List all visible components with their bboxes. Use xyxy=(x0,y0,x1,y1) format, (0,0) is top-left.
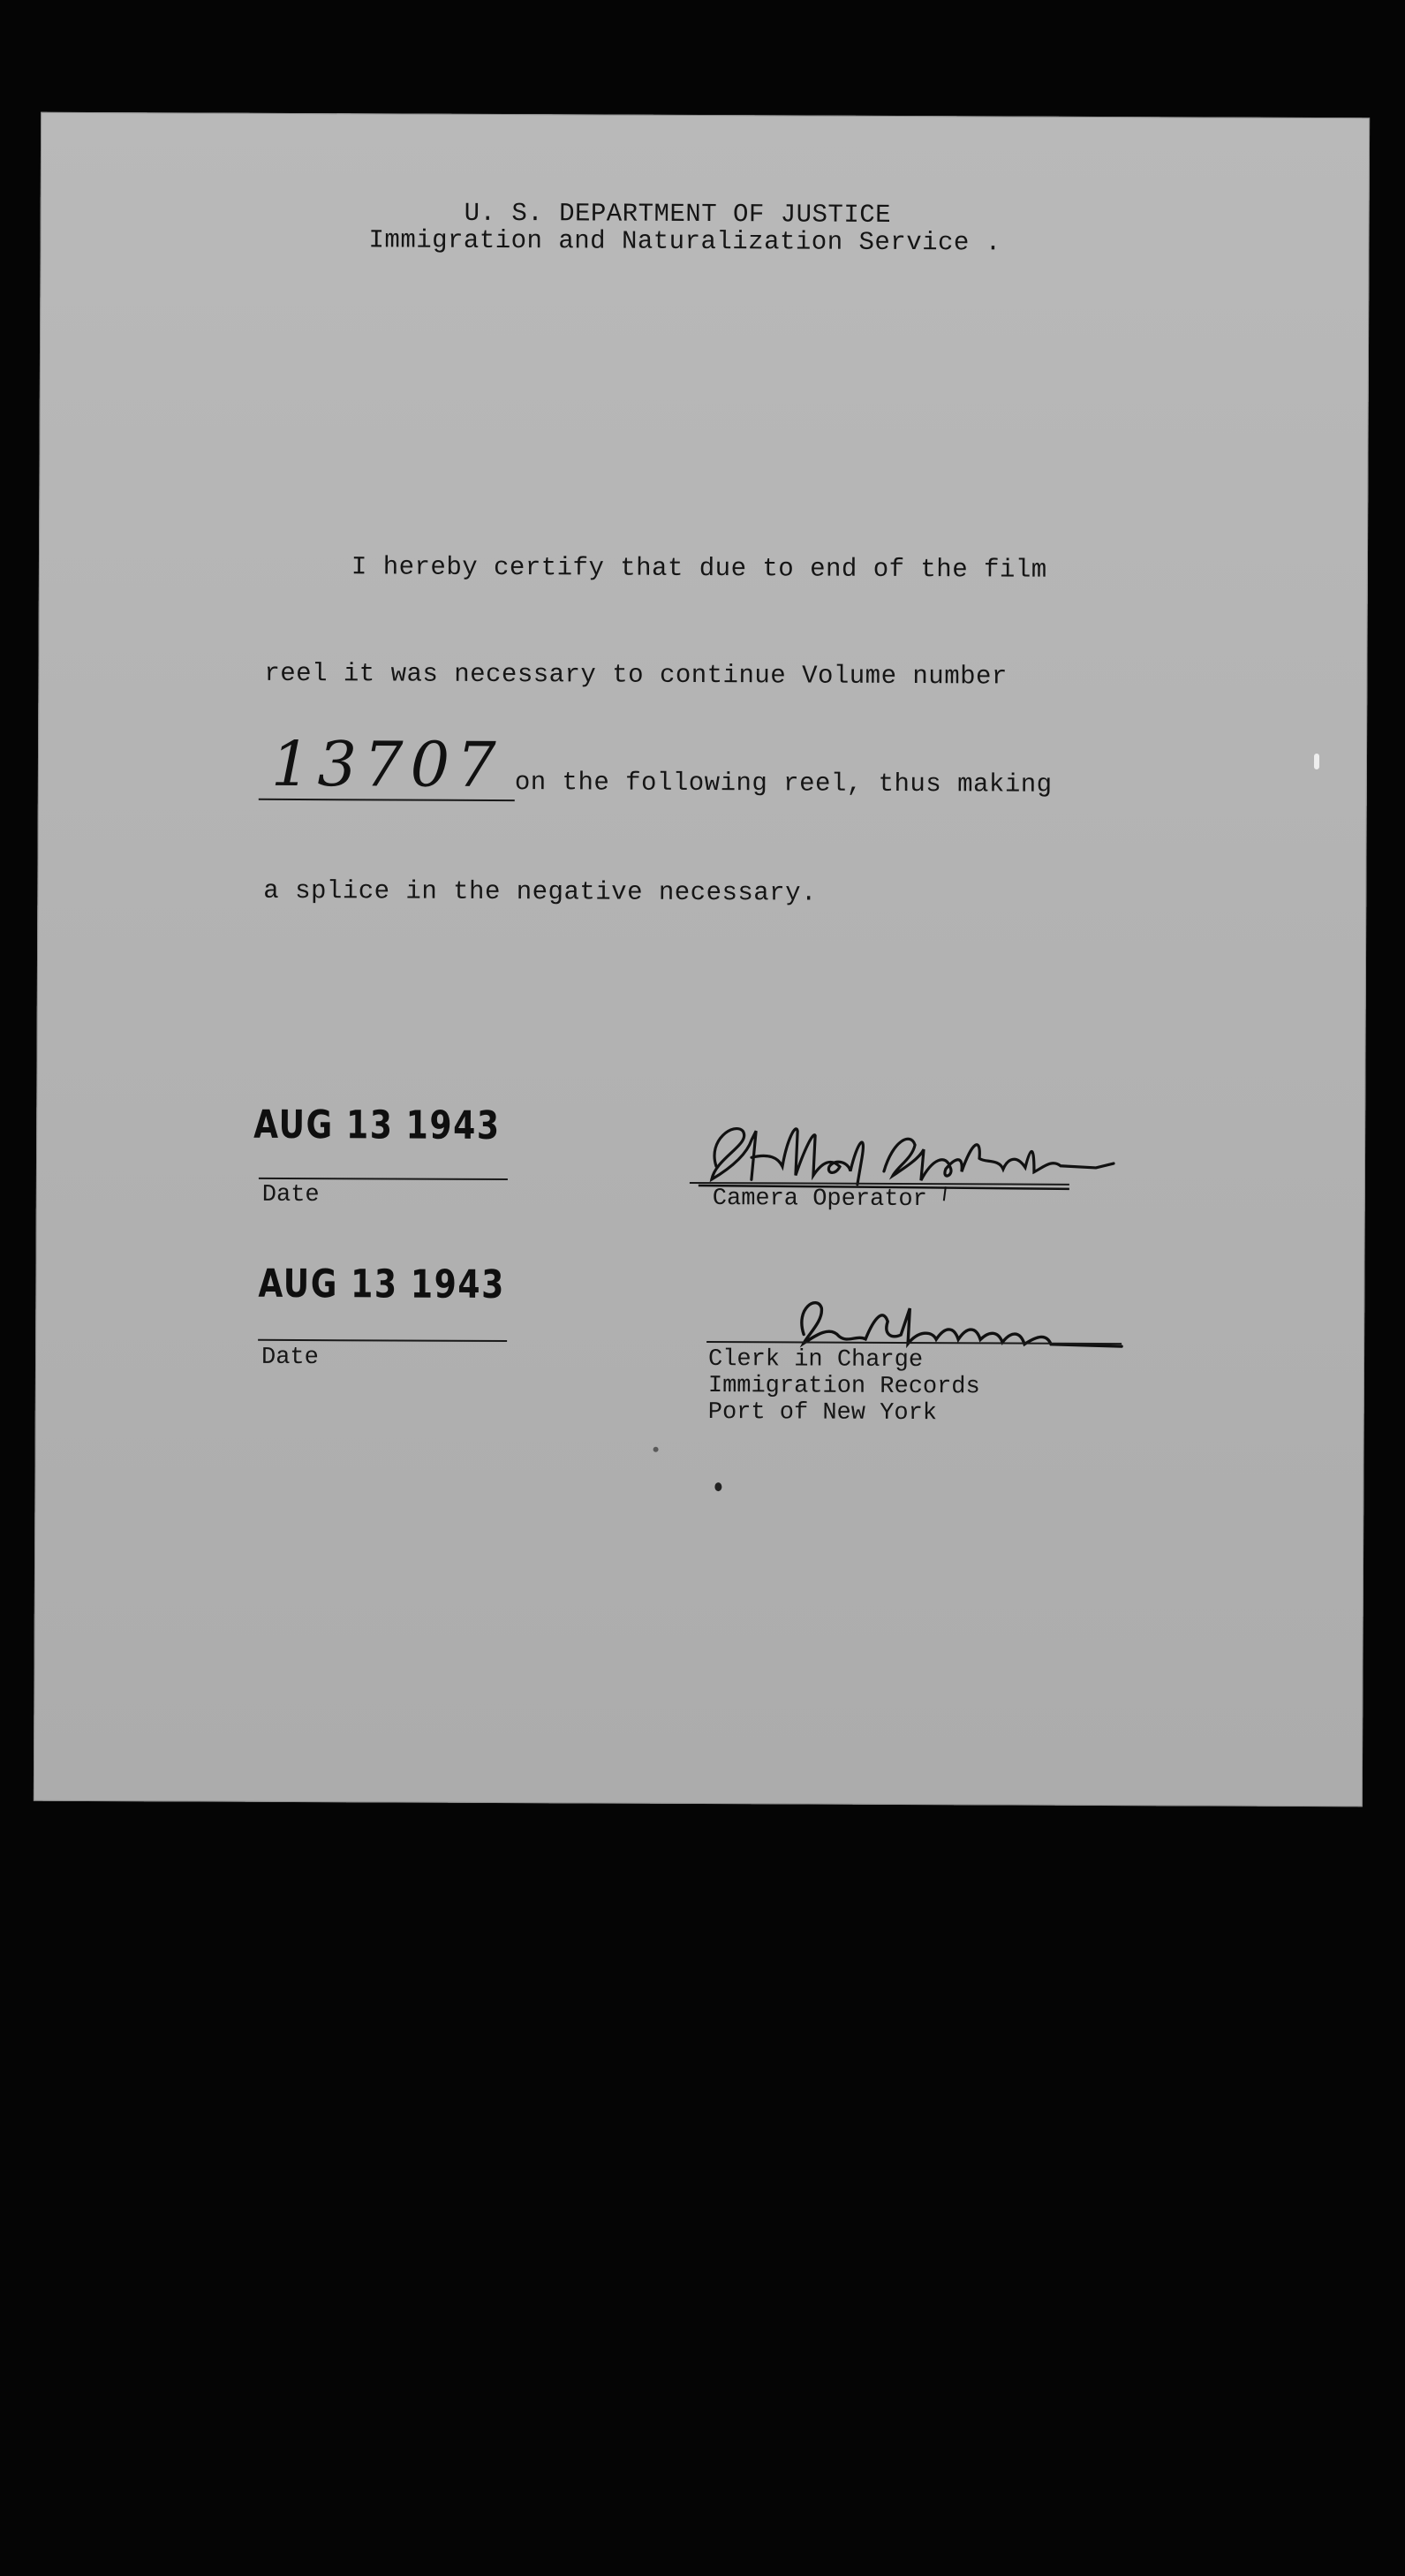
certification-line-3: on the following reel, thus making xyxy=(514,768,1053,799)
paper-speck xyxy=(1314,754,1319,769)
camera-operator-label: Camera Operator xyxy=(712,1186,927,1214)
clerk-label-department: Immigration Records xyxy=(707,1373,980,1401)
date-label-2: Date xyxy=(261,1344,319,1372)
date-stamp-1: AUG 13 1943 xyxy=(253,1102,501,1149)
paper-speck xyxy=(714,1482,721,1491)
department-heading: U. S. DEPARTMENT OF JUSTICE xyxy=(464,198,892,230)
date-label-1: Date xyxy=(261,1181,320,1209)
date-stamp-2: AUG 13 1943 xyxy=(258,1261,506,1308)
certification-line-4: a splice in the negative necessary. xyxy=(263,875,818,908)
date-underline-1 xyxy=(259,1178,508,1180)
certification-line-2: reel it was necessary to continue Volume number xyxy=(264,658,1008,692)
clerk-label-location: Port of New York xyxy=(707,1399,938,1428)
service-heading: Immigration and Naturalization Service . xyxy=(368,225,1001,258)
paper-speck xyxy=(653,1447,659,1452)
volume-number: 13707 xyxy=(270,727,503,802)
date-underline-2 xyxy=(258,1339,507,1342)
certification-line-1: I hereby certify that due to end of the film xyxy=(351,552,1047,585)
volume-number-field xyxy=(259,727,515,802)
document-page xyxy=(34,112,1370,1807)
clerk-label-title: Clerk in Charge xyxy=(707,1346,924,1375)
